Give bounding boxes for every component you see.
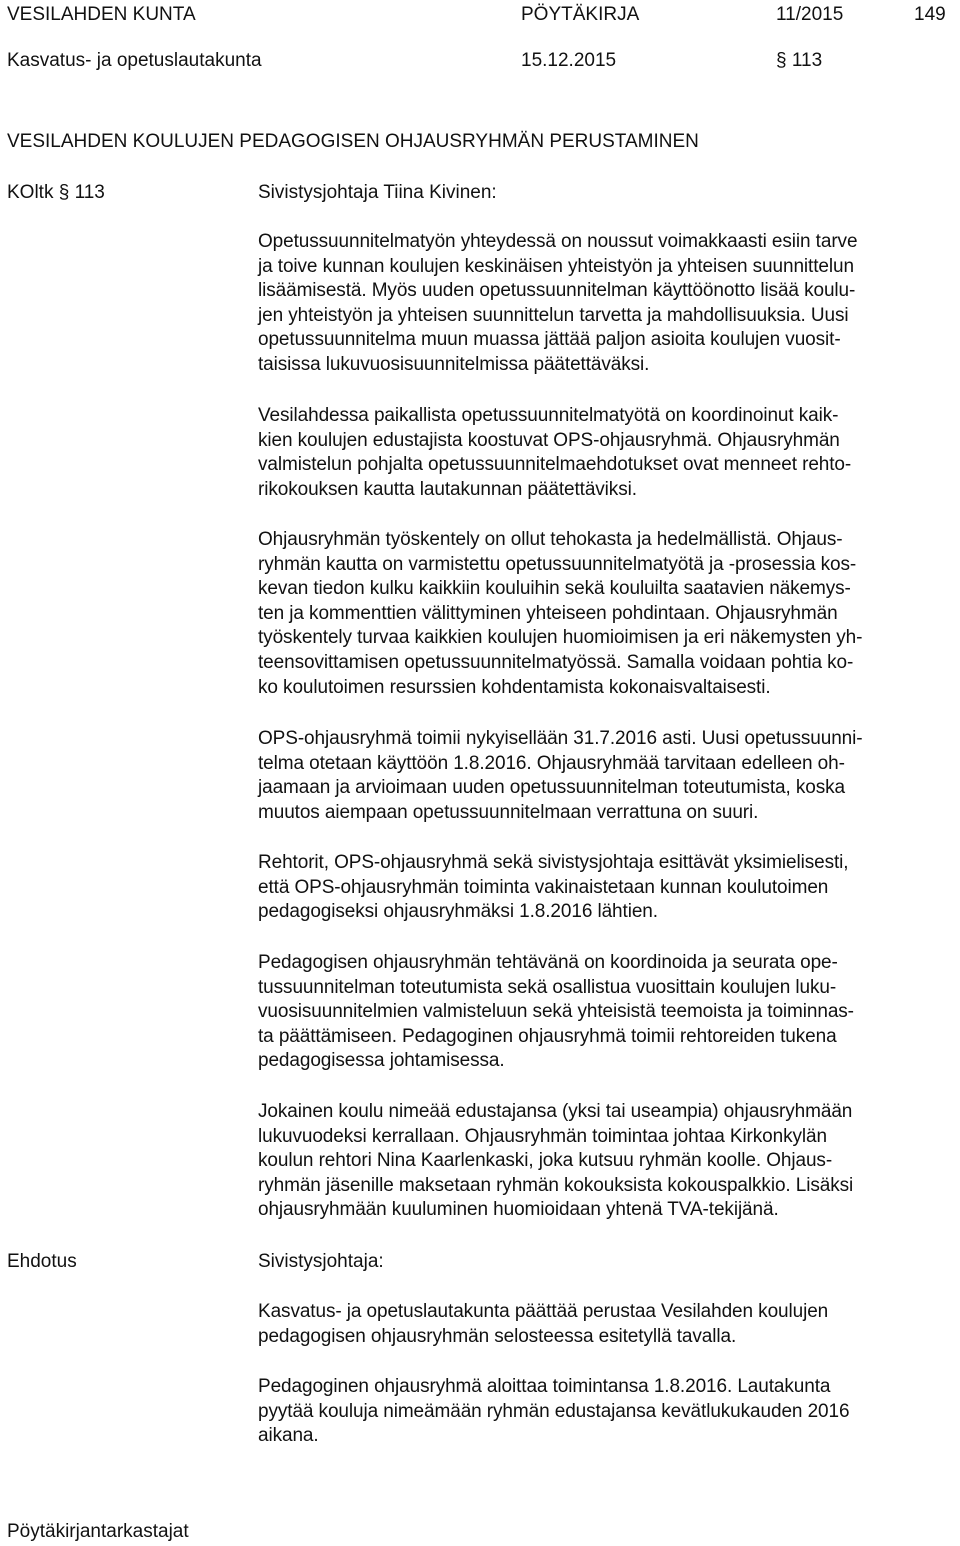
paragraph-line: valmistelun pohjalta opetussuunnitelmaehdotukset ovat menneet rehto- bbox=[258, 454, 852, 476]
paragraph-line: pedagogisessa johtamisessa. bbox=[258, 1050, 505, 1072]
item-reference: KOltk § 113 bbox=[7, 182, 105, 203]
proposal-paragraph-1 bbox=[258, 1300, 828, 1349]
paragraph-line: ja toive kunnan koulujen keskinäisen yhteistyön ja yhteisen suunnittelun bbox=[258, 255, 854, 277]
committee-name: Kasvatus- ja opetuslautakunta bbox=[7, 50, 262, 71]
paragraph-line: tussuunnitelman toteutumista sekä osallistua vuosittain koulujen luku- bbox=[258, 976, 837, 998]
paragraph-line: Rehtorit, OPS-ohjausryhmä sekä sivistysjohtaja esittävät yksimielisesti, bbox=[258, 852, 849, 873]
paragraph-line: muutos aiempaan opetussuunnitelmaan verrattuna on suuri. bbox=[258, 801, 759, 823]
paragraph-line: lisäämisestä. Myös uuden opetussuunnitelman käyttöönotto lisää koulu- bbox=[258, 280, 856, 302]
paragraph-6 bbox=[258, 951, 854, 1074]
paragraph-line: Kasvatus- ja opetuslautakunta päättää perustaa Vesilahden koulujen bbox=[258, 1301, 829, 1322]
paragraph-line: Pedagogisen ohjausryhmän tehtävänä on koordinoida ja seurata ope- bbox=[258, 952, 838, 973]
paragraph-line: rikokouksen kautta lautakunnan päätettäviksi. bbox=[258, 478, 637, 500]
item-title: VESILAHDEN KOULUJEN PEDAGOGISEN OHJAUSRYHMÄN PERUSTAMINEN bbox=[7, 131, 699, 152]
paragraph-line: kien koulujen edustajista koostuvat OPS-ohjausryhmä. Ohjausryhmän bbox=[258, 429, 840, 451]
paragraph-1 bbox=[258, 230, 857, 378]
proposal-paragraph-2 bbox=[258, 1375, 849, 1449]
paragraph-line: ryhmän jäsenille maksetaan ryhmän kokouksista kokouspalkkio. Lisäksi bbox=[258, 1174, 854, 1196]
document-type: PÖYTÄKIRJA bbox=[521, 4, 640, 25]
paragraph-line: jaamaan ja arvioimaan uuden opetussuunnitelman toteutumista, koska bbox=[258, 777, 845, 799]
meeting-date: 15.12.2015 bbox=[521, 50, 617, 71]
presenter-name: Sivistysjohtaja Tiina Kivinen: bbox=[258, 182, 497, 203]
paragraph-line: Opetussuunnitelmatyön yhteydessä on noussut voimakkaasti esiin tarve bbox=[258, 231, 858, 252]
paragraph-7 bbox=[258, 1100, 853, 1223]
paragraph-line: taisissa lukuvuosisuunnitelmissa päätettäväksi. bbox=[258, 353, 650, 375]
paragraph-line: lukuvuodeksi kerrallaan. Ohjausryhmän toimintaa johtaa Kirkonkylän bbox=[258, 1125, 827, 1147]
paragraph-4 bbox=[258, 727, 862, 825]
paragraph-line: ko koulutoimen resurssien kohdentamista kokonaisvaltaisesti. bbox=[258, 676, 771, 698]
paragraph-2 bbox=[258, 404, 851, 502]
paragraph-5 bbox=[258, 851, 848, 925]
paragraph-line: ten ja kommenttien välittyminen yhteiseen pohdintaan. Ohjausryhmän bbox=[258, 602, 838, 624]
page-number: 149 bbox=[914, 4, 946, 25]
paragraph-line: OPS-ohjausryhmä toimii nykyisellään 31.7.2016 asti. Uusi opetussuunni- bbox=[258, 728, 863, 749]
paragraph-line: Vesilahdessa paikallista opetussuunnitelmatyötä on koordinoinut kaik- bbox=[258, 405, 839, 426]
reviewers-label: Pöytäkirjantarkastajat bbox=[7, 1521, 189, 1542]
paragraph-line: pyytää kouluja nimeämään ryhmän edustajansa kevätlukukauden 2016 bbox=[258, 1400, 850, 1422]
paragraph-line: pedagogiseksi ohjausryhmäksi 1.8.2016 lähtien. bbox=[258, 901, 658, 923]
paragraph-line: ta päättämiseen. Pedagoginen ohjausryhmä toimii rehtoreiden tukena bbox=[258, 1025, 837, 1047]
paragraph-3 bbox=[258, 528, 862, 700]
paragraph-line: aikana. bbox=[258, 1425, 319, 1447]
paragraph-line: että OPS-ohjausryhmän toiminta vakinaistetaan kunnan koulutoimen bbox=[258, 876, 829, 898]
paragraph-line: ryhmän kautta on varmistettu opetussuunnitelmatyötä ja -prosessia kos- bbox=[258, 553, 857, 575]
paragraph-line: Pedagoginen ohjausryhmä aloittaa toimintansa 1.8.2016. Lautakunta bbox=[258, 1376, 831, 1397]
paragraph-line: Ohjausryhmän työskentely on ollut tehokasta ja hedelmällistä. Ohjaus- bbox=[258, 529, 843, 550]
paragraph-line: teensovittamisen opetussuunnitelmatyössä. Samalla voidaan pohtia ko- bbox=[258, 651, 854, 673]
paragraph-line: koulun rehtori Nina Kaarlenkaski, joka kutsuu ryhmän koolle. Ohjaus- bbox=[258, 1150, 833, 1172]
proposal-label: Ehdotus bbox=[7, 1251, 77, 1272]
paragraph-line: opetussuunnitelma muun muassa jättää paljon asioita koulujen vuosit- bbox=[258, 329, 841, 351]
paragraph-line: kevan tiedon kulku kaikkiin kouluihin sekä kouluilta saatavien näkemys- bbox=[258, 578, 851, 600]
paragraph-line: työskentely turvaa kaikkien koulujen huomioimisen ja eri näkemysten yh- bbox=[258, 627, 863, 649]
document-number: 11/2015 bbox=[776, 4, 844, 25]
organization-name: VESILAHDEN KUNTA bbox=[7, 4, 196, 25]
section-number: § 113 bbox=[776, 50, 823, 71]
paragraph-line: vuosisuunnitelmien valmisteluun sekä yhteisistä teemoista ja toiminnas- bbox=[258, 1001, 854, 1023]
paragraph-line: telma otetaan käyttöön 1.8.2016. Ohjausryhmää tarvitaan edelleen oh- bbox=[258, 752, 845, 774]
paragraph-line: jen yhteistyön ja yhteisen suunnittelun tarvetta ja mahdollisuuksia. Uusi bbox=[258, 304, 849, 326]
paragraph-line: ohjausryhmään kuuluminen huomioidaan yhtenä TVA-tekijänä. bbox=[258, 1199, 779, 1221]
paragraph-line: pedagogisen ohjausryhmän selosteessa esitetyllä tavalla. bbox=[258, 1325, 737, 1347]
proposal-presenter: Sivistysjohtaja: bbox=[258, 1251, 384, 1272]
paragraph-line: Jokainen koulu nimeää edustajansa (yksi tai useampia) ohjausryhmään bbox=[258, 1101, 853, 1122]
